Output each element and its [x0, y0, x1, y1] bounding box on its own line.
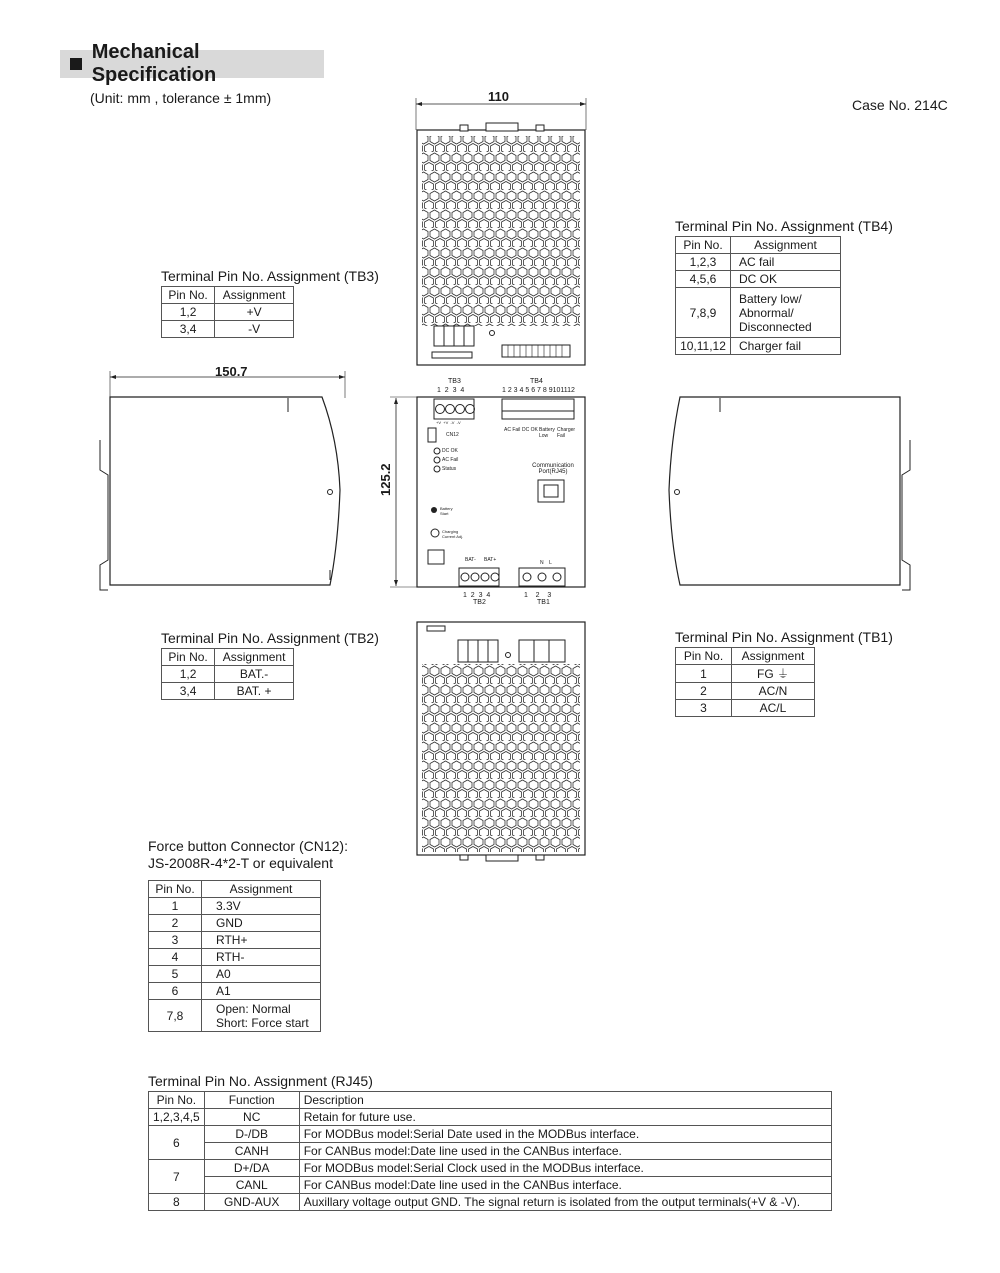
table-row: 8 GND-AUX Auxillary voltage output GND. The signal return is isolated from the output terminals(+V & -V). — [149, 1194, 832, 1211]
table-row: 1,2,3 AC fail — [676, 254, 841, 271]
tb4-caption: Terminal Pin No. Assignment (TB4) — [675, 218, 893, 234]
tb1-nl-labels: N L — [540, 560, 552, 566]
header-cell: Pin No. — [676, 237, 731, 254]
header-cell: Pin No. — [149, 1092, 205, 1109]
tb1-caption: Terminal Pin No. Assignment (TB1) — [675, 629, 893, 645]
header-cell: Pin No. — [149, 881, 202, 898]
table-row: 1 3.3V — [149, 898, 321, 915]
tb4-label-battery-low: Battery Low — [539, 427, 555, 439]
header-cell: Assignment — [202, 881, 321, 898]
tb3-pins: 1 2 3 4 — [437, 387, 465, 394]
tb2-label: TB2 — [473, 599, 486, 606]
comm-port-label: Communication Port(RJ45) — [532, 463, 574, 475]
cn12-table — [148, 880, 321, 1032]
table-row: 4,5,6 DC OK — [676, 271, 841, 288]
table-row: 3 RTH+ — [149, 932, 321, 949]
table-row: 1,2 BAT.- — [162, 666, 294, 683]
header-cell: Description — [299, 1092, 831, 1109]
table-row: CANH For CANBus model:Date line used in the CANBus interface. — [149, 1143, 832, 1160]
table-row: 3,4 BAT. + — [162, 683, 294, 700]
table-row: 7 D+/DA For MODBus model:Serial Clock used in the MODBus interface. — [149, 1160, 832, 1177]
tb3-caption: Terminal Pin No. Assignment (TB3) — [161, 268, 379, 284]
table-row: 5 A0 — [149, 966, 321, 983]
table-row: 4 RTH- — [149, 949, 321, 966]
led-dc-ok: DC OK — [442, 448, 458, 454]
dim-depth: 150.7 — [215, 364, 248, 379]
case-number: Case No. 214C — [852, 97, 948, 113]
tb1-pins: 1 2 3 — [524, 592, 552, 599]
tb1-table — [675, 647, 815, 717]
tb2-table — [161, 648, 294, 700]
cn12-caption-line1: Force button Connector (CN12): — [148, 838, 348, 854]
tb4-pins: 1 2 3 4 5 6 7 8 9101112 — [502, 387, 575, 394]
top-view — [416, 98, 586, 365]
tb3-table — [161, 286, 294, 338]
table-row: 3 AC/L — [676, 700, 815, 717]
charging-adj-label: Charging Current Adj. — [442, 529, 464, 539]
tb4-label-dc-ok: DC OK — [522, 427, 538, 433]
header-cell: Assignment — [215, 287, 294, 304]
led-status: Status — [442, 466, 457, 472]
table-row: 2 GND — [149, 915, 321, 932]
cn12-label: CN12 — [446, 432, 459, 438]
tb4-table — [675, 236, 841, 355]
led-ac-fail: AC Fail — [442, 457, 459, 463]
tb4-label-ac-fail: AC Fail — [504, 427, 521, 433]
header-cell: Pin No. — [676, 648, 732, 665]
tb1-label: TB1 — [537, 599, 550, 606]
table-row: 1,2,3,4,5 NC Retain for future use. — [149, 1109, 832, 1126]
table-row: 7,8 Open: Normal Short: Force start — [149, 1000, 321, 1032]
table-row: 1 FG ⏚ — [676, 665, 815, 683]
header-cell: Assignment — [215, 649, 294, 666]
header-cell: Assignment — [731, 237, 841, 254]
tb3-label: TB3 — [448, 378, 461, 385]
tb3-sub: +V +V -V -V — [436, 420, 461, 425]
tb4-label: TB4 — [530, 378, 543, 385]
battery-start-label: Battery Start — [440, 506, 453, 516]
bottom-view — [417, 622, 585, 861]
table-row: 2 AC/N — [676, 683, 815, 700]
bat-plus-label: BAT+ — [484, 557, 497, 563]
section-title-text: Mechanical Specification — [91, 41, 217, 86]
dim-width: 110 — [488, 89, 509, 104]
table-row: 1,2 +V — [162, 304, 294, 321]
table-row: 3,4 -V — [162, 321, 294, 338]
left-side-view — [100, 371, 345, 590]
table-row: 6 A1 — [149, 983, 321, 1000]
header-cell: Function — [204, 1092, 299, 1109]
table-row: CANL For CANBus model:Date line used in the CANBus interface. — [149, 1177, 832, 1194]
table-row: 7,8,9 Battery low/ Abnormal/ Disconnected — [676, 288, 841, 338]
rj45-caption: Terminal Pin No. Assignment (RJ45) — [148, 1073, 373, 1089]
header-cell: Pin No. — [162, 287, 215, 304]
table-row: 10,11,12 Charger fail — [676, 338, 841, 355]
rj45-table — [148, 1091, 832, 1211]
tb2-pins: 1 2 3 4 — [463, 592, 491, 599]
bat-minus-label: BAT- — [465, 557, 476, 563]
cn12-caption-line2: JS-2008R-4*2-T or equivalent — [148, 855, 333, 871]
dim-height: 125.2 — [378, 463, 393, 496]
header-cell: Assignment — [731, 648, 814, 665]
tb4-label-charger-fail: Charger Fail — [557, 427, 576, 439]
table-row: 6 D-/DB For MODBus model:Serial Date used in the MODBus interface. — [149, 1126, 832, 1143]
tb2-caption: Terminal Pin No. Assignment (TB2) — [161, 630, 379, 646]
header-cell: Pin No. — [162, 649, 215, 666]
right-side-view — [669, 397, 910, 590]
unit-note: (Unit: mm , tolerance ± 1mm) — [90, 90, 272, 106]
